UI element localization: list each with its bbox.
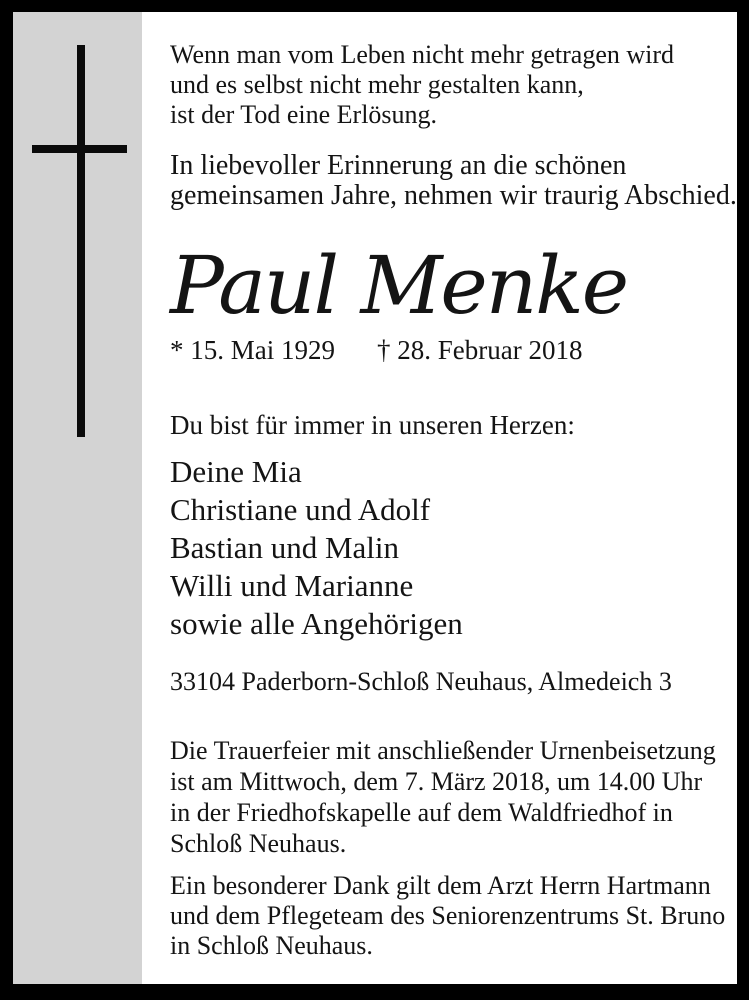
intro-line-1: In liebevoller Erinnerung an die schönen <box>170 150 627 181</box>
sidebar <box>13 12 142 984</box>
intro-text <box>170 151 737 211</box>
epitaph-line-3: ist der Tod eine Erlösung. <box>170 100 438 129</box>
funeral-line-3: in der Friedhofskapelle auf dem Waldfriedhof in <box>170 798 673 827</box>
funeral-info <box>170 735 716 859</box>
death-date: † 28. Februar 2018 <box>377 335 583 365</box>
address-line: 33104 Paderborn-Schloß Neuhaus, Almedeich 3 <box>170 667 672 696</box>
mourner-5: sowie alle Angehörigen <box>170 606 463 641</box>
mourner-1: Deine Mia <box>170 454 302 489</box>
latin-cross-icon <box>13 12 142 984</box>
mourners-list <box>170 453 463 643</box>
cross-vertical-bar <box>77 45 85 437</box>
epitaph-line-1: Wenn man vom Leben nicht mehr getragen wird <box>170 40 675 69</box>
thanks-line-2: und dem Pflegeteam des Seniorenzentrums St. Bruno <box>170 901 726 930</box>
epitaph-verse <box>170 40 674 130</box>
epitaph-line-2: und es selbst nicht mehr gestalten kann, <box>170 70 584 99</box>
thanks-note <box>170 871 725 961</box>
funeral-line-1: Die Trauerfeier mit anschließender Urnenbeisetzung <box>170 736 716 765</box>
funeral-line-4: Schloß Neuhaus. <box>170 829 347 858</box>
remembrance-line: Du bist für immer in unseren Herzen: <box>170 410 575 440</box>
funeral-line-2: ist am Mittwoch, dem 7. März 2018, um 14.00 Uhr <box>170 767 703 796</box>
thanks-line-1: Ein besonderer Dank gilt dem Arzt Herrn Hartmann <box>170 871 711 900</box>
thanks-line-3: in Schloß Neuhaus. <box>170 931 373 960</box>
birth-date: * 15. Mai 1929 <box>170 335 335 365</box>
cross-horizontal-bar <box>32 145 127 153</box>
obituary-card <box>13 12 737 984</box>
life-dates <box>170 334 582 366</box>
mourner-3: Bastian und Malin <box>170 530 400 565</box>
deceased-name: Paul Menke <box>170 239 628 332</box>
mourner-4: Willi und Marianne <box>170 568 414 603</box>
mourner-2: Christiane und Adolf <box>170 492 431 527</box>
intro-line-2: gemeinsamen Jahre, nehmen wir traurig Abschied. <box>170 180 737 211</box>
